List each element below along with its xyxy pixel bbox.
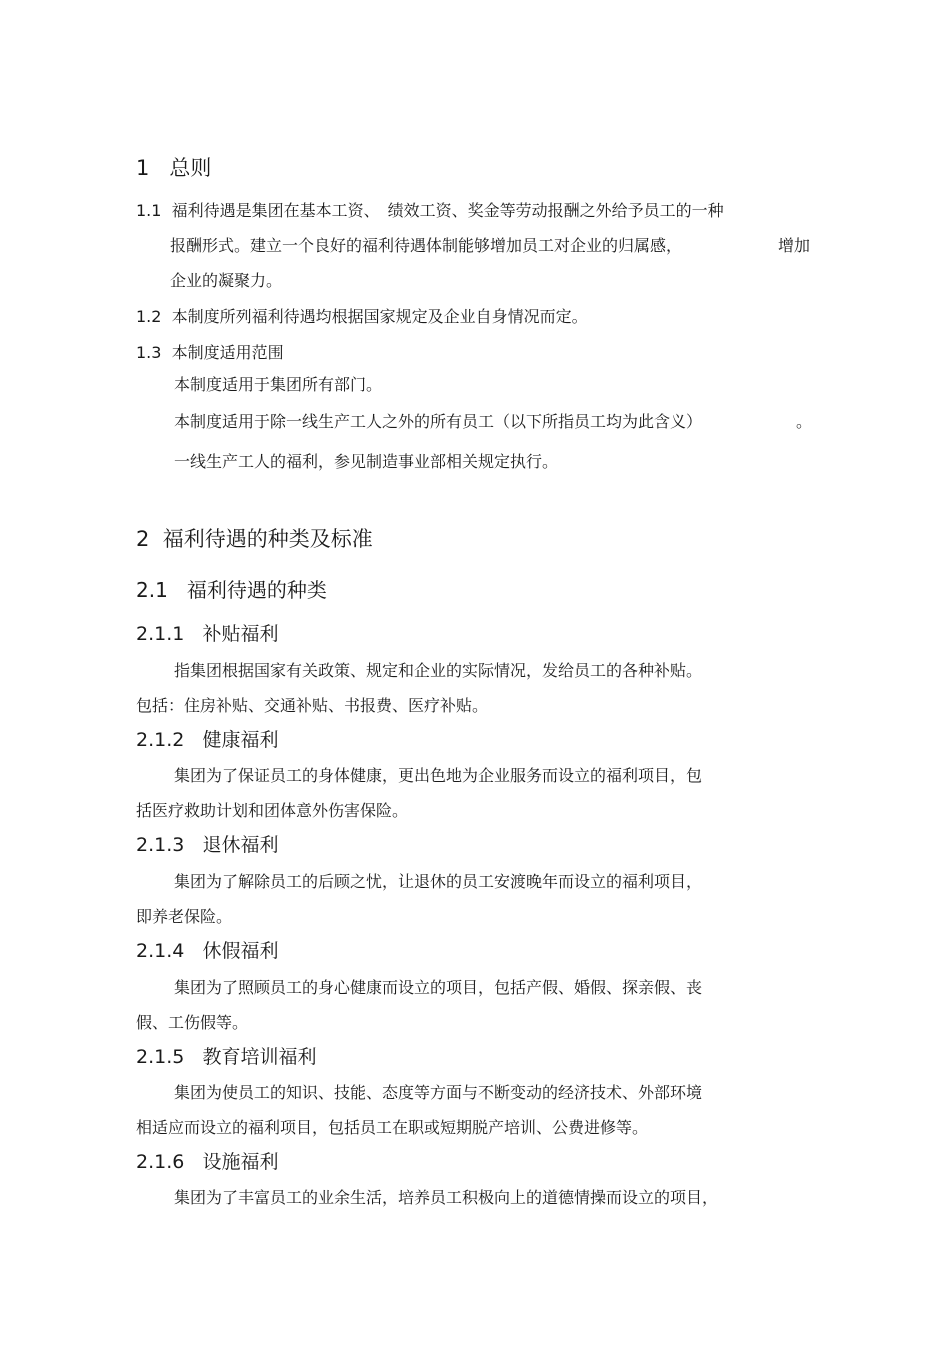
item-1-3-sub3: 一线生产工人的福利，参见制造事业部相关规定执行。: [174, 452, 559, 471]
para-2-1-3-line1: 集团为了解除员工的后顾之忧，让退休的员工安渡晚年而设立的福利项目，: [174, 872, 703, 891]
para-2-1-2-line2: 括医疗救助计划和团体意外伤害保险。: [136, 801, 409, 820]
heading-1: 1 总则: [136, 156, 212, 180]
para-2-1-4-line2: 假、工伤假等。: [136, 1013, 249, 1032]
item-1-1-line1: 1.1 福利待遇是集团在基本工资、 绩效工资、奖金等劳动报酬之外给予员工的一种: [136, 201, 724, 220]
item-1-3-sub2-tail: 。: [796, 412, 813, 431]
heading-2-1-5: 2.1.5 教育培训福利: [136, 1046, 317, 1068]
para-2-1-3-line2: 即养老保险。: [136, 907, 233, 926]
para-2-1-1-line2: 包括：住房补贴、交通补贴、书报费、医疗补贴。: [136, 696, 489, 715]
para-2-1-5-line1: 集团为使员工的知识、技能、态度等方面与不断变动的经济技术、外部环境: [174, 1083, 703, 1102]
heading-2-1-4: 2.1.4 休假福利: [136, 940, 279, 962]
item-1-3-sub2: 本制度适用于除一线生产工人之外的所有员工（以下所指员工均为此含义）: [174, 412, 703, 431]
item-1-1-line3: 企业的凝聚力。: [170, 271, 283, 290]
item-1-2: 1.2 本制度所列福利待遇均根据国家规定及企业自身情况而定。: [136, 307, 588, 326]
heading-2-1-1: 2.1.1 补贴福利: [136, 623, 279, 645]
heading-2-1-2: 2.1.2 健康福利: [136, 729, 279, 751]
para-2-1-1-line1: 指集团根据国家有关政策、规定和企业的实际情况，发给员工的各种补贴。: [174, 661, 703, 680]
item-1-3: 1.3 本制度适用范围: [136, 343, 284, 362]
heading-2-1-3: 2.1.3 退休福利: [136, 834, 279, 856]
item-1-3-sub1: 本制度适用于集团所有部门。: [174, 375, 383, 394]
para-2-1-5-line2: 相适应而设立的福利项目，包括员工在职或短期脱产培训、公费进修等。: [136, 1118, 649, 1137]
heading-2-1-6: 2.1.6 设施福利: [136, 1151, 279, 1173]
heading-2-1: 2.1 福利待遇的种类: [136, 578, 327, 602]
para-2-1-4-line1: 集团为了照顾员工的身心健康而设立的项目，包括产假、婚假、探亲假、丧: [174, 978, 703, 997]
para-2-1-2-line1: 集团为了保证员工的身体健康，更出色地为企业服务而设立的福利项目，包: [174, 766, 703, 785]
item-1-1-line2: 报酬形式。建立一个良好的福利待遇体制能够增加员工对企业的归属感，: [170, 236, 683, 255]
heading-2: 2 福利待遇的种类及标准: [136, 527, 373, 551]
para-2-1-6-line1: 集团为了丰富员工的业余生活，培养员工积极向上的道德情操而设立的项目，: [174, 1188, 719, 1207]
item-1-1-line2-tail: 增加: [778, 236, 811, 255]
